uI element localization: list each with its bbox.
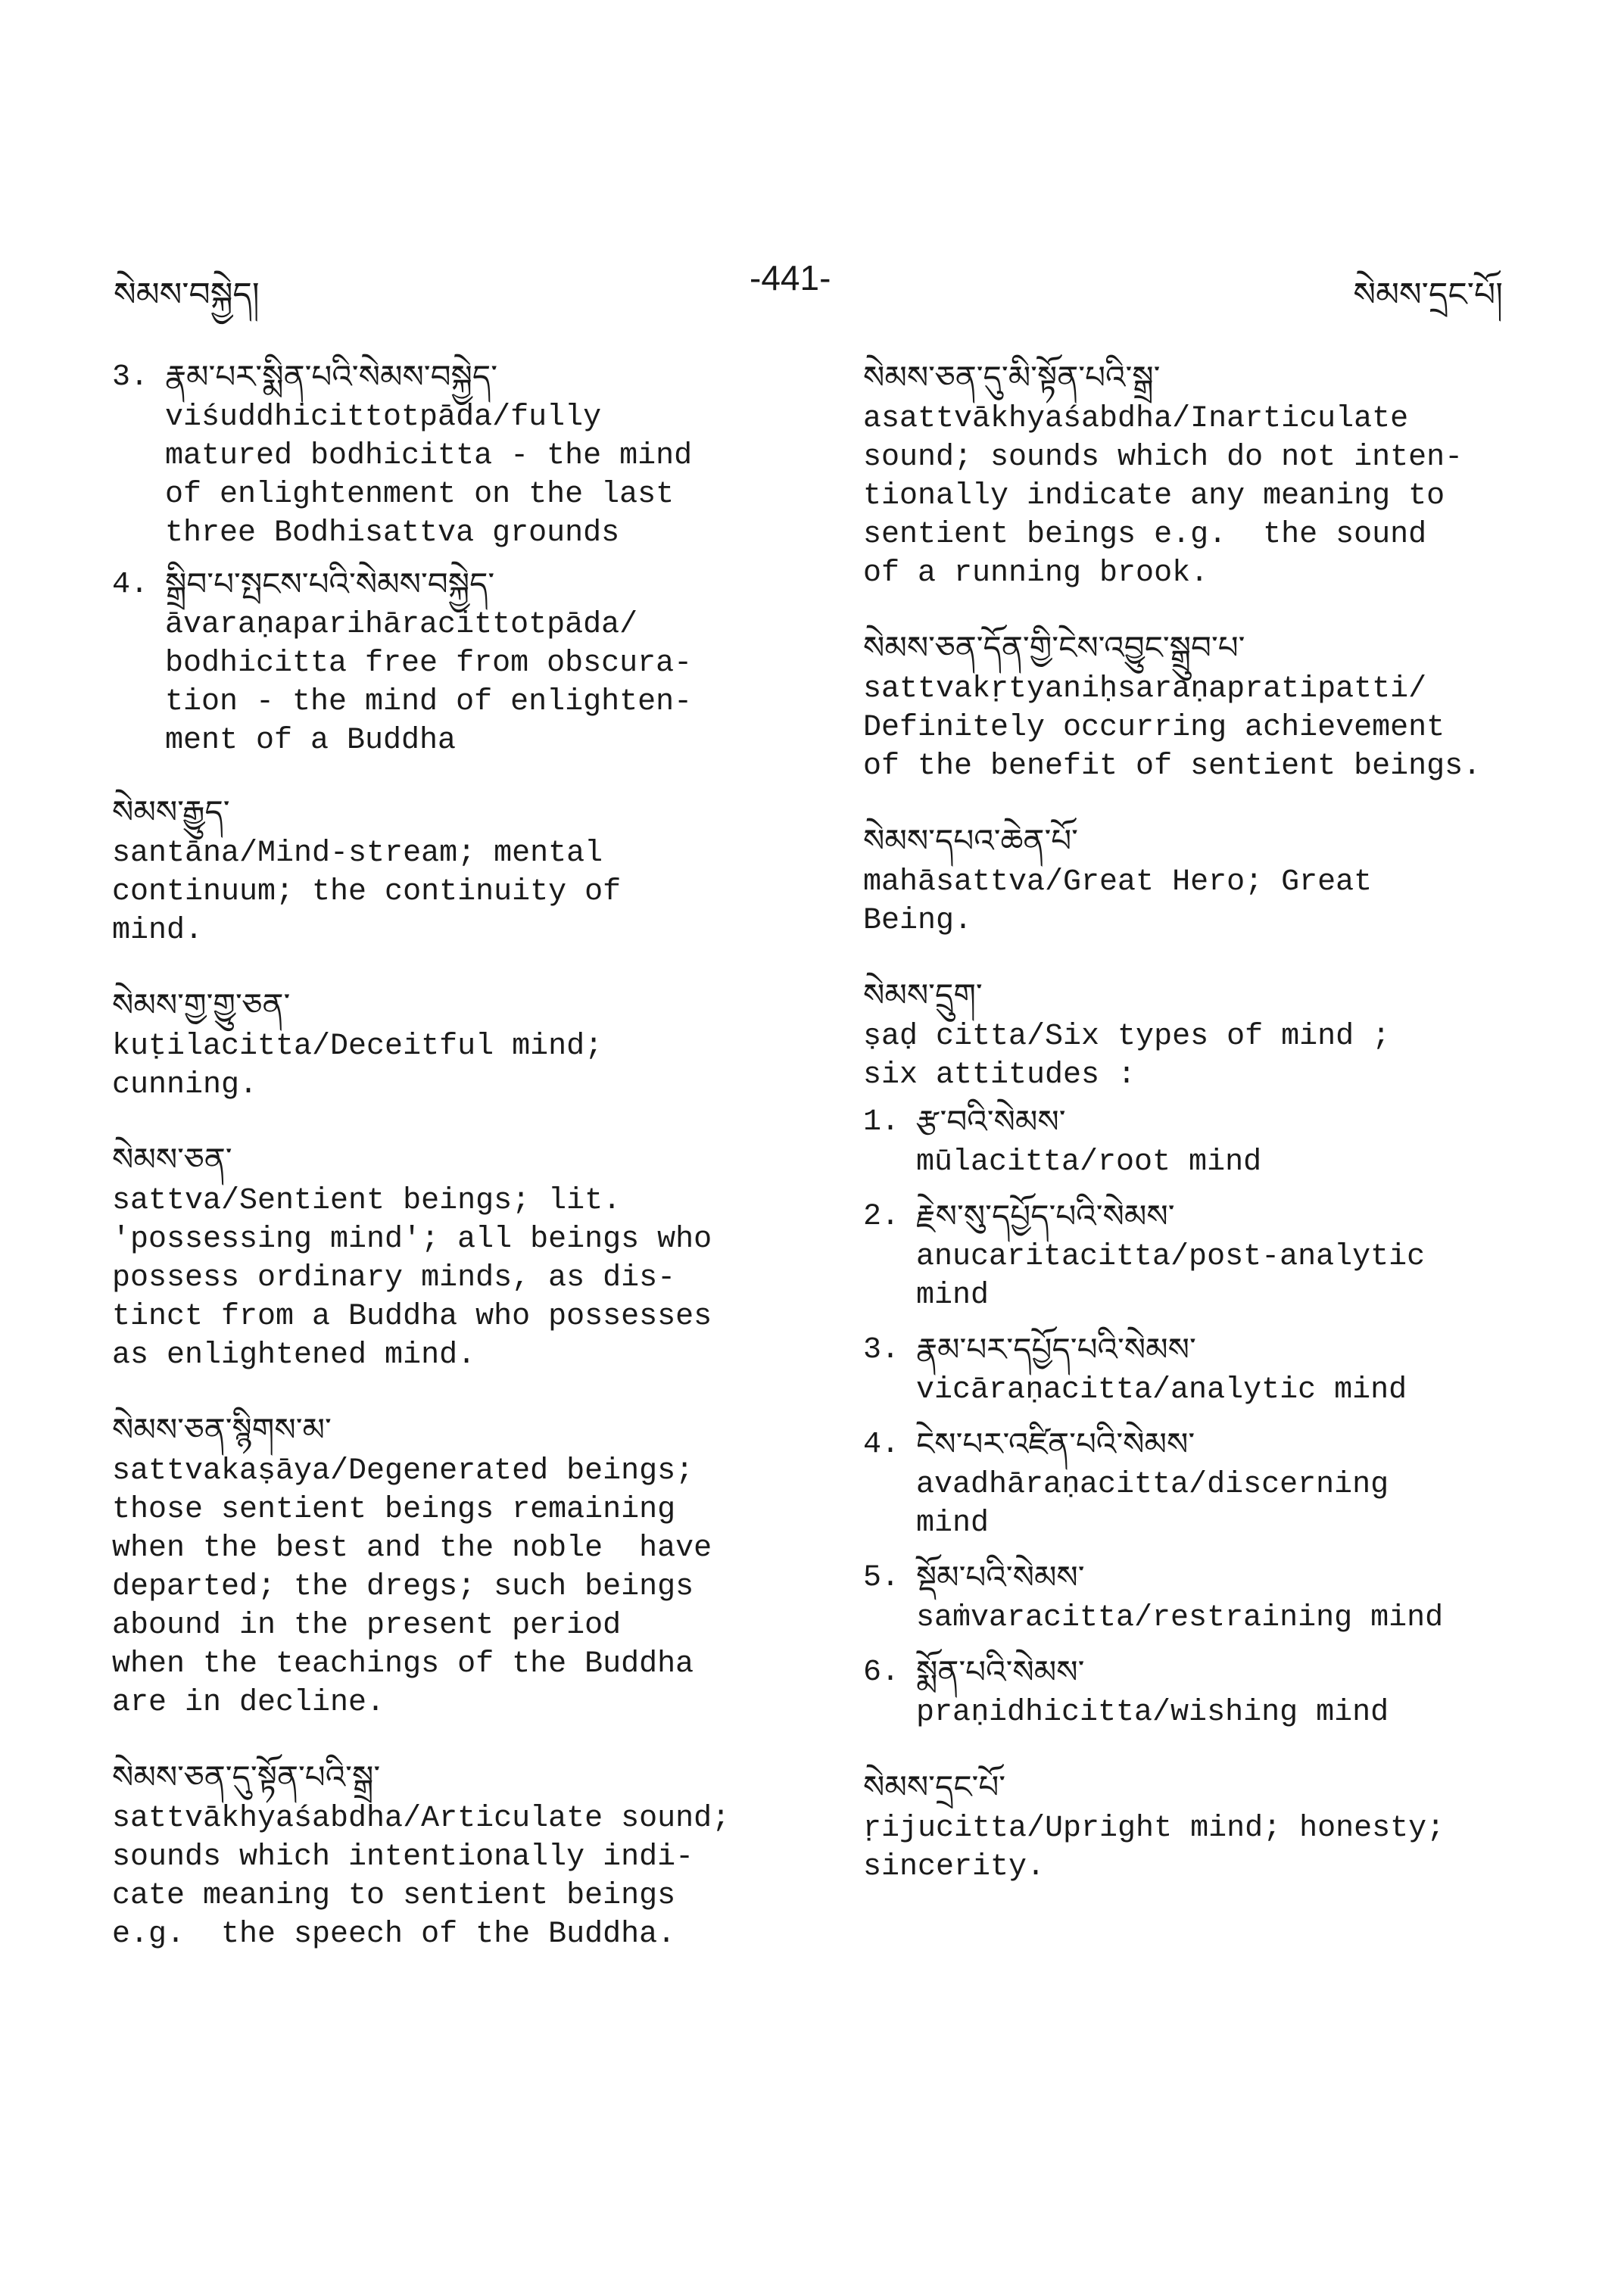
tibetan-term: ངེས་པར་འཛིན་པའི་སེམས་	[916, 1425, 1195, 1463]
list-item	[863, 1195, 1560, 1315]
definition: viśuddhicittotpāda/fully matured bodhicitta - the mind of enlightenment on the last three Bodhisattva grounds	[165, 400, 693, 550]
header-left-tibetan: སེམས་བསྐྱེད།	[114, 276, 260, 314]
definition: sattvakṛtyaniḥsaraṇapratipatti/ Definitely occurring achievement of the benefit of sentient beings.	[863, 672, 1482, 784]
definition: mahāsattva/Great Hero; Great Being.	[863, 865, 1373, 938]
dictionary-entry	[112, 1756, 793, 1954]
tibetan-term: སྨོན་པའི་སེམས་	[916, 1653, 1085, 1690]
list-item	[863, 1556, 1560, 1637]
tibetan-term: སེམས་དྲང་པོ་	[863, 1768, 1006, 1805]
left-column	[112, 356, 793, 1987]
item-number: 2.	[863, 1200, 900, 1234]
definition: sattva/Sentient beings; lit. 'possessing mind'; all beings who possess ordinary minds, as dis- tinct from a Buddha who possesses as enlightened mind.	[112, 1184, 712, 1372]
list-item	[863, 1651, 1560, 1732]
tibetan-term: སེམས་ཅན་དུ་མི་སྟོན་པའི་སྒྲ་	[863, 359, 1161, 396]
dictionary-entry	[112, 790, 793, 950]
list-item	[863, 1101, 1560, 1182]
definition: anucaritacitta/post-analytic mind	[916, 1240, 1426, 1313]
list-item	[112, 563, 793, 760]
definition: vicāraṇacitta/analytic mind	[916, 1373, 1407, 1407]
six-minds-entry	[863, 974, 1560, 1732]
definition: asattvākhyaśabdha/Inarticulate sound; sounds which do not inten- tionally indicate any meaning to sentient beings e.g. the sound of a running brook.	[863, 402, 1463, 590]
right-column	[863, 356, 1560, 1920]
tibetan-term: སེམས་ཅན་	[112, 1141, 232, 1178]
tibetan-term: སེམས་དྲུག་	[863, 977, 983, 1014]
item-number: 6.	[863, 1656, 900, 1690]
tibetan-term: རྣམ་པར་དཔྱོད་པའི་སེམས་	[916, 1331, 1196, 1368]
definition: avadhāraṇacitta/discerning mind	[916, 1468, 1389, 1541]
list-item	[863, 1423, 1560, 1543]
tibetan-term: སེམས་རྒྱུད་	[112, 793, 230, 830]
tibetan-term: སེམས་ཅན་དོན་གྱི་ངེས་འབྱུང་སྒྲུབ་པ་	[863, 629, 1245, 666]
tibetan-term: སྒྲིབ་པ་སྤངས་པའི་སེམས་བསྐྱེད་	[165, 565, 495, 603]
continued-list	[112, 356, 793, 760]
tibetan-term: སེམས་ཅན་སྙིགས་མ་	[112, 1411, 332, 1448]
tibetan-term: སེམས་གྱ་གྱུ་ཅན་	[112, 986, 291, 1023]
list-item	[112, 356, 793, 553]
definition: ṣaḍ citta/Six types of mind ; six attitudes :	[863, 1020, 1391, 1092]
tibetan-term: སྡོམ་པའི་སེམས་	[916, 1559, 1085, 1596]
item-number: 3.	[863, 1333, 900, 1367]
page-number: -441-	[750, 258, 831, 298]
definition: saṁvaracitta/restraining mind	[916, 1601, 1444, 1635]
dictionary-entry	[863, 356, 1560, 593]
item-number: 4.	[863, 1428, 900, 1462]
definition: sattvākhyaśabdha/Articulate sound; sounds which intentionally indi- cate meaning to sentient beings e.g. the speech of the Buddha.	[112, 1802, 731, 1952]
dictionary-entry	[112, 983, 793, 1104]
tibetan-term: རྗེས་སུ་དཔྱོད་པའི་སེམས་	[916, 1198, 1175, 1235]
dictionary-entry	[863, 1765, 1560, 1886]
dictionary-entry	[112, 1408, 793, 1722]
definition: praṇidhicitta/wishing mind	[916, 1696, 1389, 1730]
tibetan-term: རྩ་བའི་སེམས་	[916, 1103, 1066, 1140]
tibetan-term: རྣམ་པར་སྨིན་པའི་སེམས་བསྐྱེད་	[165, 358, 498, 395]
definition: āvaraṇaparihāracittotpāda/ bodhicitta free from obscura- tion - the mind of enlighten- ment of a Buddha	[165, 608, 693, 758]
header-right-tibetan: སེམས་དྲང་པོ།	[1353, 276, 1503, 314]
item-number: 5.	[863, 1561, 900, 1595]
dictionary-entry	[863, 819, 1560, 940]
definition: santāna/Mind-stream; mental continuum; the continuity of mind.	[112, 837, 622, 948]
dictionary-entry	[112, 1138, 793, 1375]
tibetan-term: སེམས་དཔའ་ཆེན་པོ་	[863, 822, 1079, 859]
definition: ṛijucitta/Upright mind; honesty; sincerity.	[863, 1812, 1445, 1884]
item-number: 3.	[112, 360, 149, 394]
item-number: 1.	[863, 1105, 900, 1139]
list-item	[863, 1329, 1560, 1410]
dictionary-entry	[863, 626, 1560, 786]
definition: sattvakaṣāya/Degenerated beings; those sentient beings remaining when the best and the noble have departed; the dregs; such beings abound in the present period when the teachings of the Buddha are in decline.	[112, 1454, 712, 1720]
item-number: 4.	[112, 568, 149, 602]
definition: kuṭilacitta/Deceitful mind; cunning.	[112, 1030, 603, 1102]
tibetan-term: སེམས་ཅན་དུ་སྟོན་པའི་སྒྲ་	[112, 1759, 381, 1796]
definition: mūlacitta/root mind	[916, 1145, 1262, 1179]
